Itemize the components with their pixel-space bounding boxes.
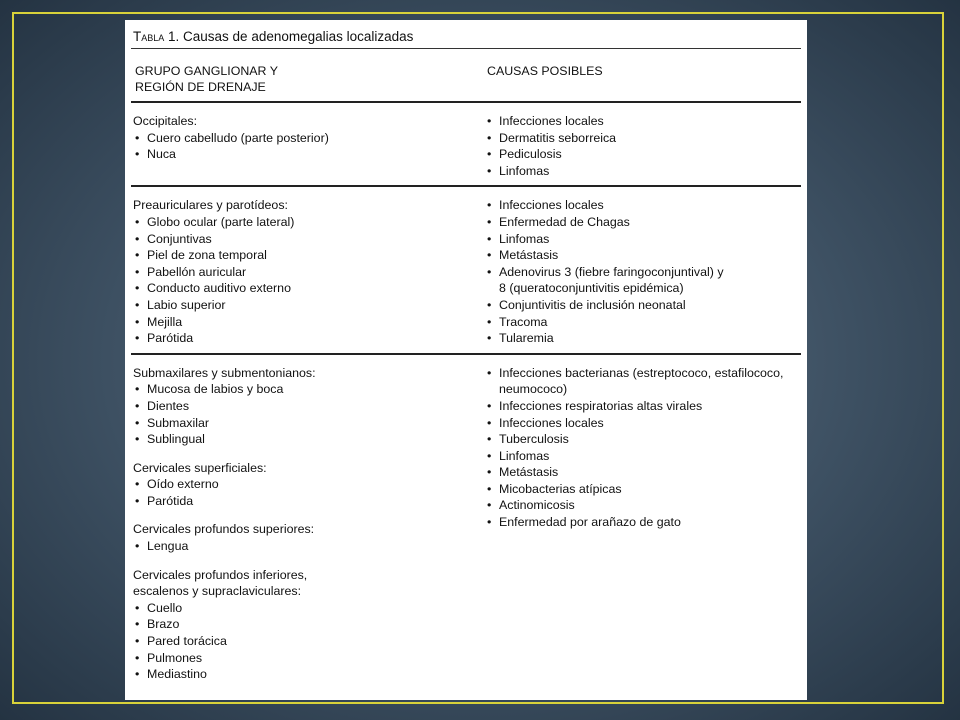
drainage-item: • Globo ocular (parte lateral) — [133, 214, 485, 231]
table-body — [131, 101, 801, 689]
drainage-item: • Pulmones — [133, 650, 485, 667]
causes-list — [485, 197, 801, 346]
causes-list — [485, 365, 801, 531]
cause-item: • Tracoma — [485, 314, 801, 331]
cause-item: • Conjuntivitis de inclusión neonatal — [485, 297, 801, 314]
table-title-prefix: Tabla — [133, 29, 165, 44]
lymph-group-cell — [131, 365, 485, 683]
drainage-item: • Lengua — [133, 538, 485, 555]
drainage-item: • Conjuntivas — [133, 231, 485, 248]
cause-item: • Linfomas — [485, 231, 801, 248]
drainage-item: • Pabellón auricular — [133, 264, 485, 281]
group-heading: Submaxilares y submentonianos: — [133, 365, 316, 380]
drainage-item: • Piel de zona temporal — [133, 247, 485, 264]
table-title-text: 1. Causas de adenomegalias localizadas — [164, 29, 414, 44]
drainage-item: • Mejilla — [133, 314, 485, 331]
table-sheet — [125, 20, 807, 700]
drainage-item: • Labio superior — [133, 297, 485, 314]
lymph-group — [133, 460, 485, 510]
table-row — [131, 187, 801, 352]
drainage-item: • Nuca — [133, 146, 485, 163]
cause-item: • Tularemia — [485, 330, 801, 347]
group-heading: Cervicales superficiales: — [133, 460, 267, 475]
drainage-item: • Mediastino — [133, 666, 485, 683]
group-heading: Cervicales profundos inferiores, — [133, 567, 308, 582]
group-heading: Preauriculares y parotídeos: — [133, 198, 288, 213]
drainage-list — [133, 214, 485, 347]
header-right: CAUSAS POSIBLES — [487, 64, 603, 78]
cause-item-continuation: neumococo) — [499, 382, 568, 397]
drainage-list — [133, 476, 485, 509]
cause-item: • Micobacterias atípicas — [485, 481, 801, 498]
drainage-item: • Cuello — [133, 600, 485, 617]
cause-item: • Enfermedad por arañazo de gato — [485, 514, 801, 531]
drainage-item: • Conducto auditivo externo — [133, 280, 485, 297]
drainage-item: • Cuero cabelludo (parte posterior) — [133, 130, 485, 147]
causes-cell — [485, 113, 801, 179]
cause-item: • Adenovirus 3 (fiebre faringoconjuntival) y — [485, 264, 801, 281]
drainage-item: • Mucosa de labios y boca — [133, 381, 485, 398]
cause-item: • Metástasis — [485, 247, 801, 264]
cause-item: • Dermatitis seborreica — [485, 130, 801, 147]
lymph-group-cell — [131, 113, 485, 179]
drainage-item: • Pared torácica — [133, 633, 485, 650]
cause-item: • Pediculosis — [485, 146, 801, 163]
drainage-item: • Brazo — [133, 616, 485, 633]
cause-item-continuation: 8 (queratoconjuntivitis epidémica) — [499, 281, 684, 296]
drainage-item: • Parótida — [133, 330, 485, 347]
drainage-list — [133, 130, 485, 163]
cause-item: • Infecciones bacterianas (estreptococo, estafilococo, — [485, 365, 801, 382]
cause-item: • Infecciones locales — [485, 415, 801, 432]
cause-item: • Linfomas — [485, 163, 801, 180]
causes-list — [485, 113, 801, 179]
cause-item: • Metástasis — [485, 464, 801, 481]
header-left-line2: REGIÓN DE DRENAJE — [135, 80, 266, 94]
lymph-group — [133, 567, 485, 683]
lymph-group — [133, 197, 485, 346]
lymph-group — [133, 365, 485, 448]
cause-item: • Enfermedad de Chagas — [485, 214, 801, 231]
cause-item: • Linfomas — [485, 448, 801, 465]
lymph-group — [133, 113, 485, 163]
lymph-group — [133, 521, 485, 554]
causes-cell — [485, 197, 801, 346]
cause-item: • Tuberculosis — [485, 431, 801, 448]
drainage-list — [133, 600, 485, 683]
causes-cell — [485, 365, 801, 683]
drainage-item: • Submaxilar — [133, 415, 485, 432]
header-left-line1: GRUPO GANGLIONAR Y — [135, 64, 278, 78]
drainage-list — [133, 538, 485, 555]
table-title — [131, 28, 801, 48]
group-heading: Occipitales: — [133, 114, 198, 128]
table-row — [131, 355, 801, 689]
cause-item: • Infecciones respiratorias altas virales — [485, 398, 801, 415]
cause-item: • Infecciones locales — [485, 113, 801, 130]
header-left — [133, 63, 487, 95]
cause-item: • Infecciones locales — [485, 197, 801, 214]
group-heading: escalenos y supraclaviculares: — [133, 584, 302, 599]
drainage-item: • Sublingual — [133, 431, 485, 448]
drainage-item: • Oído externo — [133, 476, 485, 493]
cause-item: • Actinomicosis — [485, 497, 801, 514]
drainage-list — [133, 381, 485, 447]
table-header-row — [131, 49, 801, 101]
table-row — [131, 103, 801, 185]
lymph-group-cell — [131, 197, 485, 346]
group-heading: Cervicales profundos superiores: — [133, 522, 315, 537]
drainage-item: • Parótida — [133, 493, 485, 510]
drainage-item: • Dientes — [133, 398, 485, 415]
